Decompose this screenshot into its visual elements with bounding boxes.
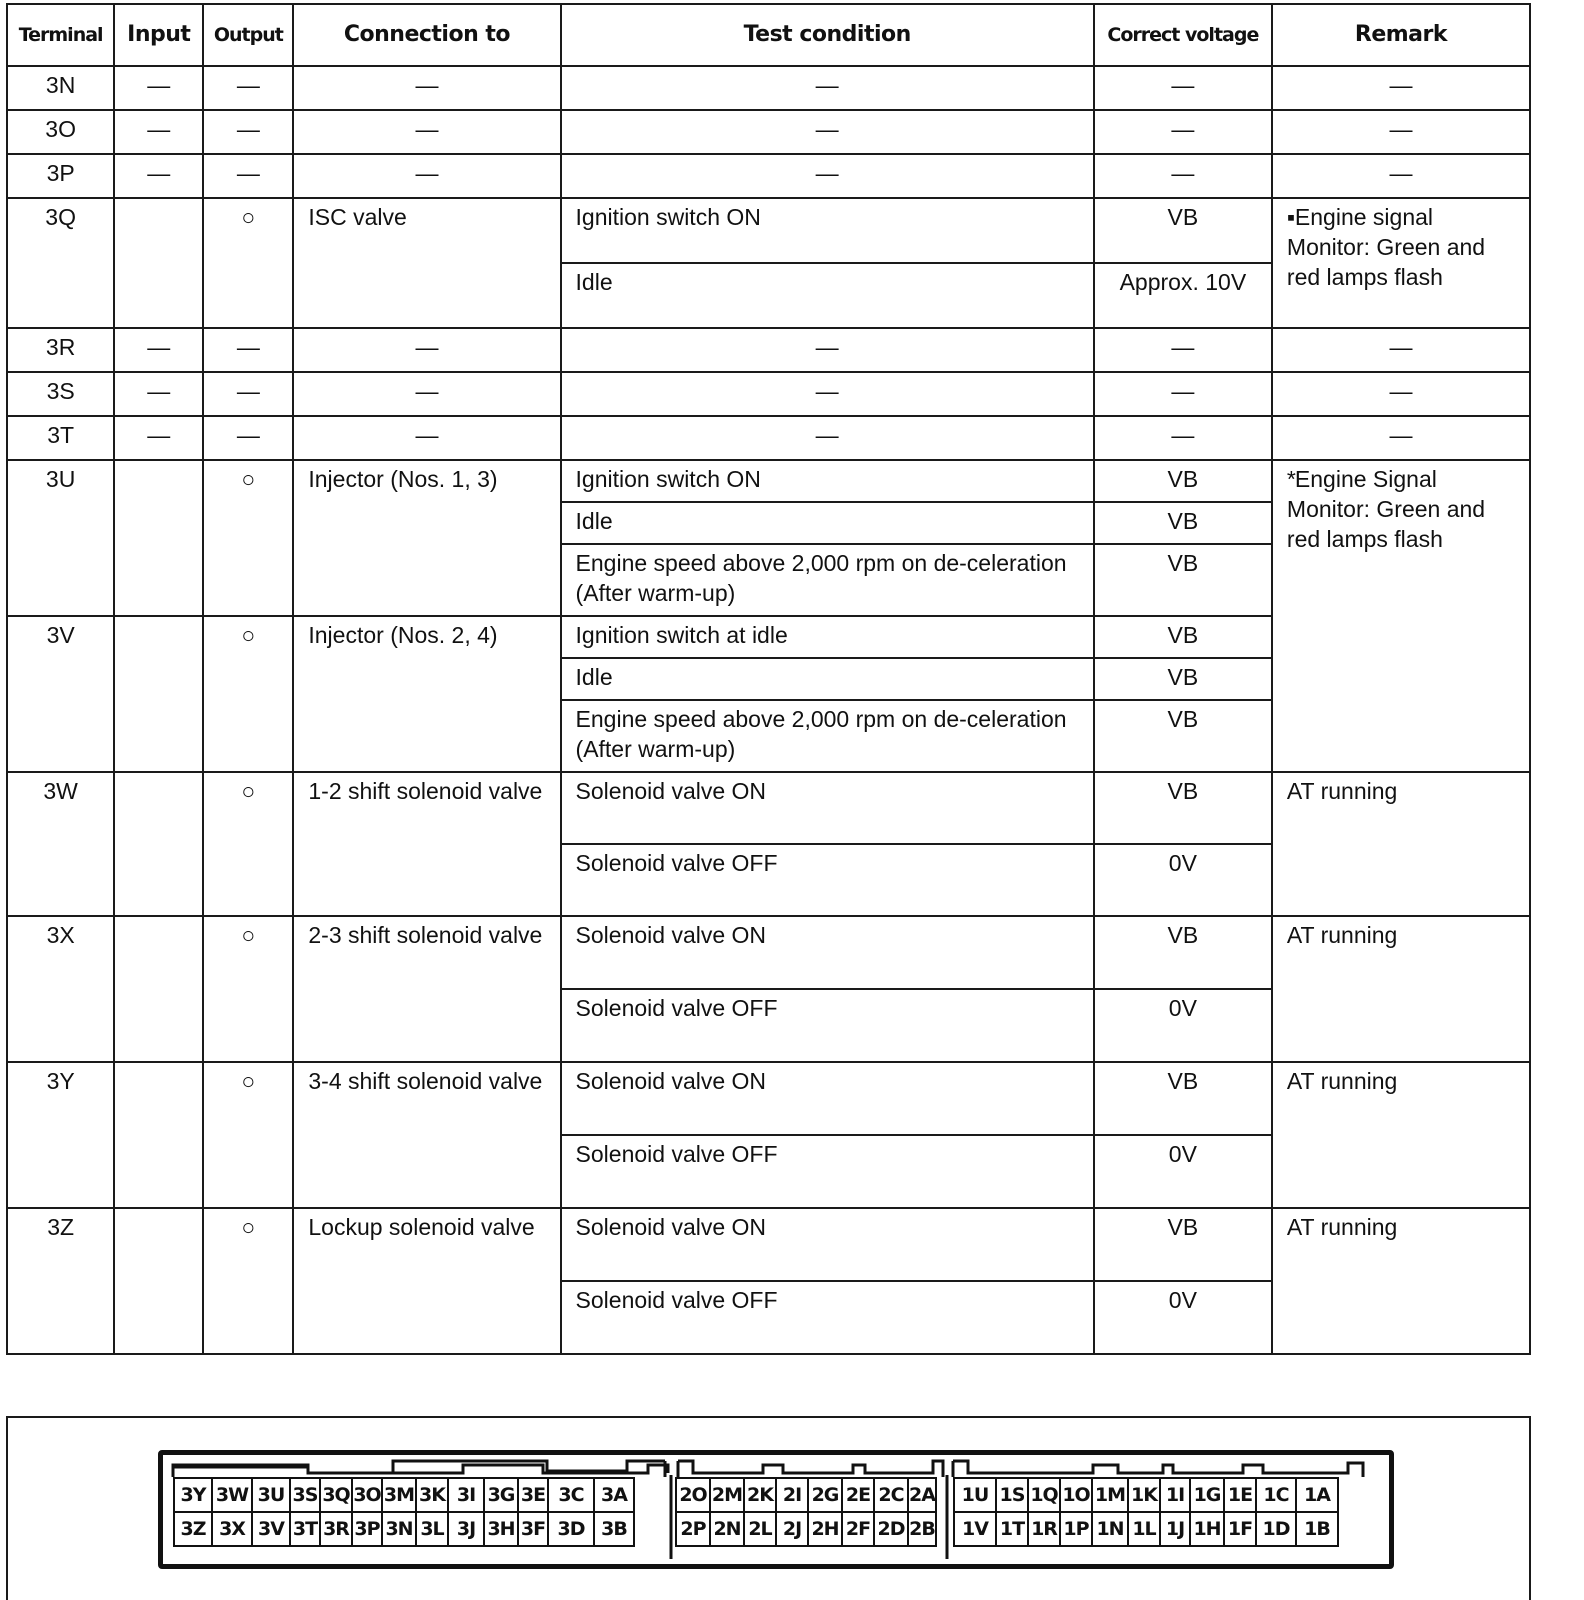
connection-cell: — [293,416,560,460]
remark-cell: — [1272,372,1530,416]
table-row [7,416,1530,460]
input-cell [114,1208,203,1354]
voltage-cell: VB [1094,616,1272,658]
pin: 2K [743,1477,777,1513]
pin: 3I [447,1477,485,1513]
pin: 1O [1059,1477,1093,1513]
header-output: Output [203,4,293,66]
pin-row-bottom [675,1511,935,1545]
terminal-cell: 3T [7,416,114,460]
pin: 3N [381,1511,417,1547]
terminal-cell: 3N [7,66,114,110]
voltage-cell: VB [1094,772,1272,844]
pin: 2J [775,1511,809,1547]
test-condition-cell: Solenoid valve ON [561,772,1094,844]
remark-cell: — [1272,110,1530,154]
remark-cell: AT running [1272,772,1530,916]
pin-row-top [953,1477,1337,1511]
terminal-cell: 3S [7,372,114,416]
pin: 3K [415,1477,449,1513]
connection-cell: 2-3 shift solenoid valve [293,916,560,1062]
terminal-cell: 3X [7,916,114,1062]
test-condition-cell: Solenoid valve ON [561,1208,1094,1281]
pin: 1T [995,1511,1029,1547]
table-row [7,110,1530,154]
voltage-cell: — [1094,154,1272,198]
output-mark: ○ [203,916,293,1062]
pin: 1E [1223,1477,1257,1513]
connection-cell: 1-2 shift solenoid valve [293,772,560,916]
remark-cell: — [1272,416,1530,460]
header-connection: Connection to [293,4,560,66]
voltage-cell: VB [1094,916,1272,989]
ecu-connector-diagram [158,1450,1394,1569]
pin: 3G [483,1477,519,1513]
table-row [7,772,1530,844]
pin: 2N [709,1511,745,1547]
terminal-cell: 3W [7,772,114,916]
header-row [7,4,1530,66]
pin: 3A [593,1477,635,1513]
test-condition-cell: Idle [561,658,1094,700]
table-row [7,1062,1530,1135]
pin: 1N [1091,1511,1129,1547]
test-condition-cell: Idle [561,502,1094,544]
terminal-cell: 3V [7,616,114,772]
remark-cell: — [1272,66,1530,110]
test-condition-cell: — [561,372,1094,416]
pin: 2G [807,1477,843,1513]
terminal-spec-table [6,3,1531,1355]
connection-cell: Lockup solenoid valve [293,1208,560,1354]
table-row [7,154,1530,198]
connection-cell: ISC valve [293,198,560,328]
input-cell [114,460,203,616]
output-mark: ○ [203,460,293,616]
test-condition-cell: Ignition switch ON [561,198,1094,263]
pin: 1P [1059,1511,1093,1547]
header-test-condition: Test condition [561,4,1094,66]
pin-group-3 [173,1477,633,1545]
pin: 3U [251,1477,291,1513]
pin: 3W [211,1477,253,1513]
voltage-cell: Approx. 10V [1094,263,1272,328]
input-cell [114,198,203,328]
output-mark: ○ [203,1062,293,1208]
output-cell: — [203,66,293,110]
remark-text: Engine signal Monitor: Green and red lamps flash [1286,204,1486,290]
header-correct-voltage: Correct voltage [1094,4,1272,66]
connection-cell: — [293,372,560,416]
output-mark: ○ [203,772,293,916]
table-row [7,66,1530,110]
test-condition-cell: Idle [561,263,1094,328]
pin: 3C [547,1477,595,1513]
test-condition-cell: Ignition switch at idle [561,616,1094,658]
test-condition-cell: Engine speed above 2,000 rpm on de-celeration (After warm-up) [561,544,1094,616]
table-row [7,372,1530,416]
pin-row-top [173,1477,633,1511]
connection-cell: 3-4 shift solenoid valve [293,1062,560,1208]
connection-cell: Injector (Nos. 2, 4) [293,616,560,772]
pin: 1C [1255,1477,1297,1513]
voltage-cell: 0V [1094,1281,1272,1354]
connection-cell: — [293,328,560,372]
input-cell [114,616,203,772]
pin-group-2 [675,1477,935,1545]
voltage-cell: VB [1094,658,1272,700]
pin: 1S [995,1477,1029,1513]
output-mark: ○ [203,1208,293,1354]
pin: 3S [289,1477,321,1513]
test-condition-cell: Solenoid valve OFF [561,989,1094,1062]
pin: 1R [1027,1511,1061,1547]
pin: 1I [1159,1477,1191,1513]
table-row [7,916,1530,989]
voltage-cell: VB [1094,700,1272,772]
voltage-cell: VB [1094,460,1272,502]
input-cell: — [114,372,203,416]
pin: 1A [1295,1477,1339,1513]
table-row [7,198,1530,263]
pin: 1G [1189,1477,1225,1513]
connection-cell: — [293,154,560,198]
voltage-cell: VB [1094,1062,1272,1135]
pin: 2A [907,1477,937,1513]
remark-text: Engine Signal Monitor: Green and red lamps flash [1286,466,1486,552]
voltage-cell: — [1094,66,1272,110]
input-cell: — [114,154,203,198]
input-cell [114,772,203,916]
connection-cell: — [293,110,560,154]
pin: 3D [547,1511,595,1547]
test-condition-cell: Solenoid valve OFF [561,1281,1094,1354]
pin-row-bottom [173,1511,633,1545]
terminal-cell: 3R [7,328,114,372]
test-condition-cell: Solenoid valve OFF [561,844,1094,916]
pin: 2M [709,1477,745,1513]
test-condition-cell: — [561,154,1094,198]
pin: 3V [251,1511,291,1547]
pin: 3B [593,1511,635,1547]
input-cell: — [114,328,203,372]
output-cell: — [203,328,293,372]
voltage-cell: VB [1094,198,1272,263]
terminal-cell: 3Z [7,1208,114,1354]
remark-cell: — [1272,154,1530,198]
header-input: Input [114,4,203,66]
pin: 2B [907,1511,937,1547]
pin: 1B [1295,1511,1339,1547]
test-condition-cell: — [561,66,1094,110]
terminal-spec-table-container [6,3,1531,1355]
pin: 2E [841,1477,875,1513]
pin: 2F [841,1511,875,1547]
pin: 1U [953,1477,997,1513]
pin: 3O [351,1477,383,1513]
pin: 2D [873,1511,909,1547]
pin-row-top [675,1477,935,1511]
pin: 2P [675,1511,711,1547]
test-condition-cell: — [561,416,1094,460]
input-cell: — [114,110,203,154]
pin: 2L [743,1511,777,1547]
pin-group-1 [953,1477,1337,1545]
terminal-cell: 3Y [7,1062,114,1208]
header-terminal: Terminal [7,4,114,66]
pin: 3J [447,1511,485,1547]
output-mark: ○ [203,198,293,328]
pin: 3M [381,1477,417,1513]
pin: 1M [1091,1477,1129,1513]
output-mark: ○ [203,616,293,772]
voltage-cell: 0V [1094,989,1272,1062]
pin: 2I [775,1477,809,1513]
voltage-cell: VB [1094,544,1272,616]
test-condition-cell: Ignition switch ON [561,460,1094,502]
pin-row-bottom [953,1511,1337,1545]
voltage-cell: VB [1094,1208,1272,1281]
pin: 1J [1159,1511,1191,1547]
input-cell: — [114,416,203,460]
pin: 3E [517,1477,549,1513]
header-remark: Remark [1272,4,1530,66]
test-condition-cell: Engine speed above 2,000 rpm on de-celeration (After warm-up) [561,700,1094,772]
voltage-cell: 0V [1094,844,1272,916]
voltage-cell: — [1094,416,1272,460]
test-condition-cell: — [561,328,1094,372]
pin: 1D [1255,1511,1297,1547]
remark-cell: — [1272,328,1530,372]
pin: 3R [319,1511,353,1547]
table-row [7,1208,1530,1281]
pin: 3L [415,1511,449,1547]
connection-cell: — [293,66,560,110]
pin: 2C [873,1477,909,1513]
table-row [7,328,1530,372]
pin: 2O [675,1477,711,1513]
connection-cell: Injector (Nos. 1, 3) [293,460,560,616]
terminal-cell: 3Q [7,198,114,328]
pin: 1K [1127,1477,1161,1513]
voltage-cell: 0V [1094,1135,1272,1208]
test-condition-cell: Solenoid valve ON [561,916,1094,989]
pin: 3Y [173,1477,213,1513]
output-cell: — [203,372,293,416]
pin: 3Q [319,1477,353,1513]
pin: 3F [517,1511,549,1547]
test-condition-cell: Solenoid valve OFF [561,1135,1094,1208]
voltage-cell: VB [1094,502,1272,544]
remark-cell [1272,460,1530,772]
pin: 1H [1189,1511,1225,1547]
bullet-mark: ▪ [1286,204,1296,230]
voltage-cell: — [1094,372,1272,416]
terminal-cell: 3O [7,110,114,154]
input-cell [114,1062,203,1208]
terminal-cell: 3U [7,460,114,616]
pin: 1Q [1027,1477,1061,1513]
pin: 1F [1223,1511,1257,1547]
output-cell: — [203,416,293,460]
asterisk-mark: * [1286,466,1296,492]
input-cell: — [114,66,203,110]
pin: 1L [1127,1511,1161,1547]
pin: 3Z [173,1511,213,1547]
pin: 3P [351,1511,383,1547]
pin: 3X [211,1511,253,1547]
pin: 2H [807,1511,843,1547]
remark-cell: AT running [1272,1208,1530,1354]
output-cell: — [203,110,293,154]
terminal-cell: 3P [7,154,114,198]
test-condition-cell: Solenoid valve ON [561,1062,1094,1135]
pin: 3H [483,1511,519,1547]
remark-cell [1272,198,1530,328]
test-condition-cell: — [561,110,1094,154]
input-cell [114,916,203,1062]
voltage-cell: — [1094,110,1272,154]
pin: 3T [289,1511,321,1547]
remark-cell: AT running [1272,1062,1530,1208]
pin: 1V [953,1511,997,1547]
remark-cell: AT running [1272,916,1530,1062]
output-cell: — [203,154,293,198]
voltage-cell: — [1094,328,1272,372]
table-row [7,460,1530,502]
